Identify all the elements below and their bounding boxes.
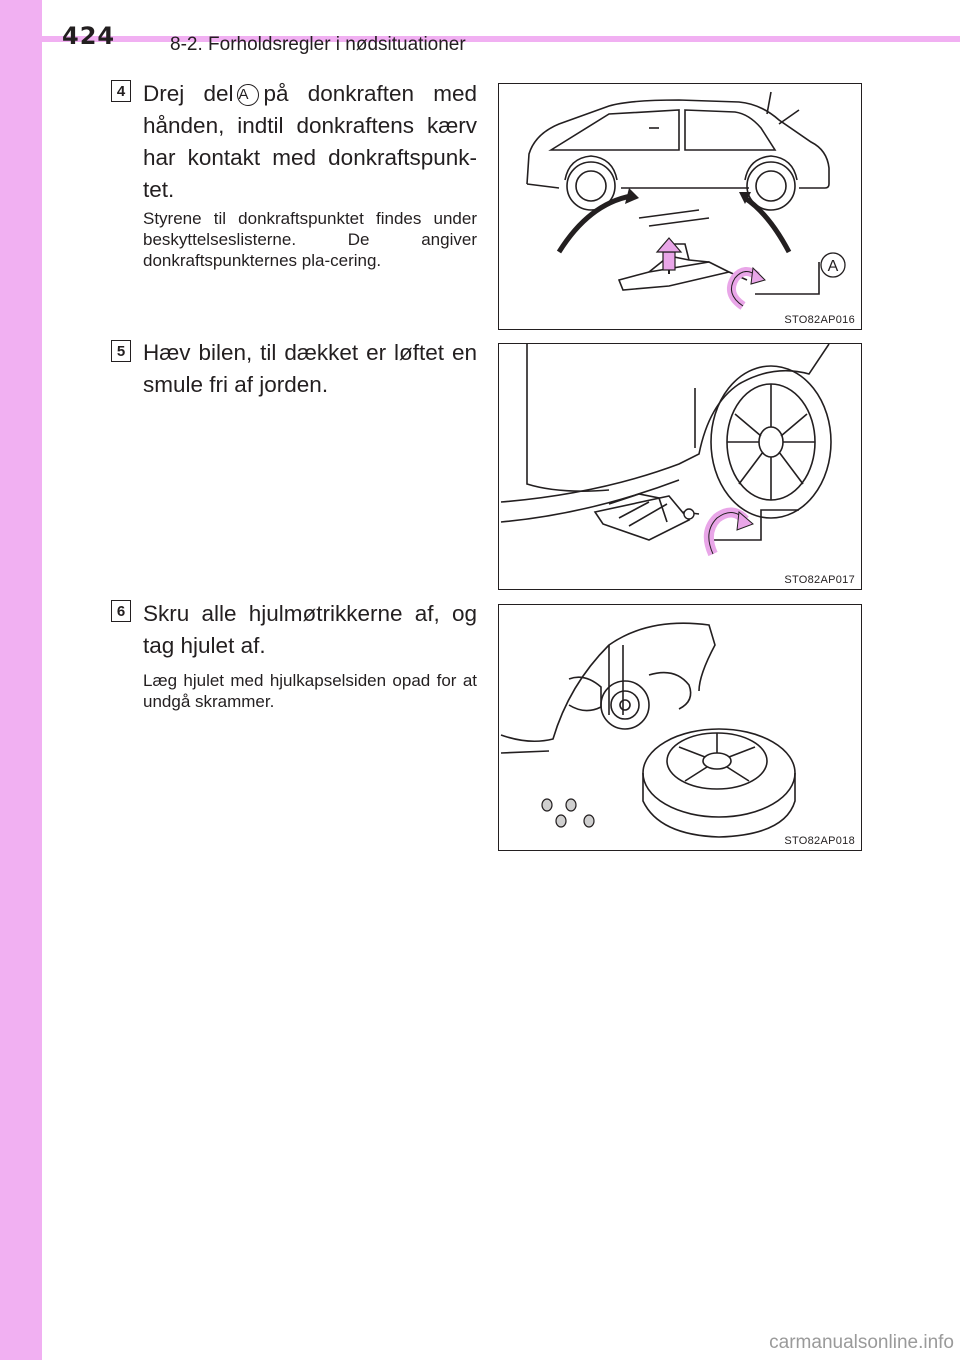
figure-raise-car: [498, 343, 862, 590]
step-4-text: [143, 78, 477, 206]
figure-code-017: STO82AP017: [784, 574, 855, 586]
figure-jack-position: [498, 83, 862, 330]
figure-code-016: STO82AP016: [784, 314, 855, 326]
figure-callout-a: A: [827, 258, 839, 275]
step-6-note: Læg hjulet med hjulkapselsiden opad for at undgå skrammer.: [143, 671, 477, 711]
part-a-marker: A: [237, 84, 259, 106]
watermark: carmanualsonline.info: [769, 1332, 954, 1353]
section-title: 8-2. Forholdsregler i nødsituationer: [170, 34, 466, 55]
step-number-4: 4: [111, 80, 131, 102]
jack-position-illustration: [499, 84, 860, 328]
step-6-text: Skru alle hjulmøtrikkerne af, og tag hjulet af.: [143, 601, 477, 658]
step-number-5: 5: [111, 340, 131, 362]
step-5-text: Hæv bilen, til dækket er løftet en smule fri af jorden.: [143, 340, 477, 397]
figure-remove-wheel: [498, 604, 862, 851]
figure-code-018: STO82AP018: [784, 835, 855, 847]
raise-car-illustration: [499, 344, 860, 588]
page-number: 424: [62, 22, 116, 50]
chapter-color-band: [0, 0, 42, 1360]
remove-wheel-illustration: [499, 605, 860, 849]
step-4-text-before: Drej del: [143, 81, 234, 106]
step-4-text-after: på donkraften med hånden, indtil donkraftens kærv har kontakt med donkraftspunk-tet.: [143, 81, 478, 202]
step-number-6: 6: [111, 600, 131, 622]
step-4-note: Styrene til donkraftspunktet findes under beskyttelseslisterne. De angiver donkraftspunkternes pla-cering.: [143, 209, 477, 270]
